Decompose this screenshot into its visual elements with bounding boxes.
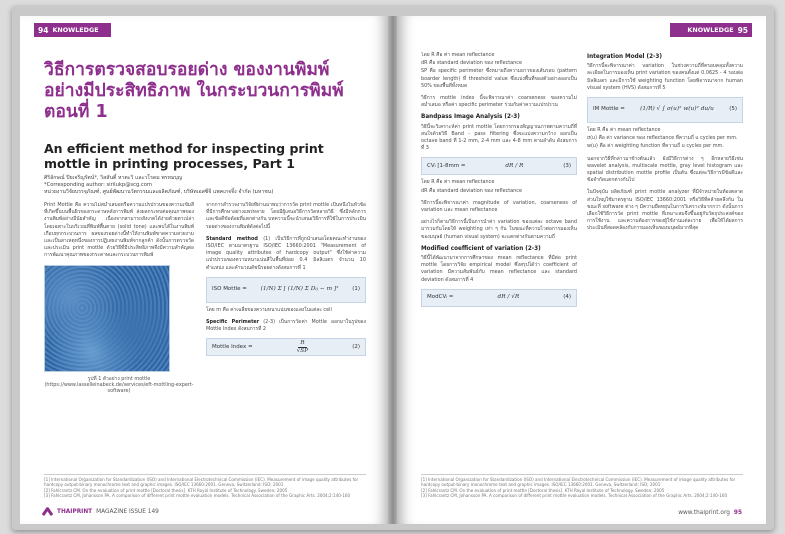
thaiprint-logo-icon — [44, 507, 53, 516]
equation-5 — [587, 97, 743, 123]
eq2-denominator: √SP — [296, 347, 309, 354]
modcv-text: วิธีนี้ได้พัฒนามาจากการศึกษาของ mean reflectance ที่มีต่อ print mottle โดยการวิจัย empirical model ซึ่งสรุปได้ว่า coefficient of variation มีความสัมพันธ์กับ mean reflectance และ standard deviation ดังสมการที่ 4 — [421, 255, 577, 283]
article-title: วิธีการตรวจสอบรอยด่าง ของงานพิมพ์อย่างมีประสิทธิภาพ ในกระบวนการพิมพ์ ตอนที่ 1 — [44, 60, 344, 122]
print-mottle-image — [44, 265, 170, 372]
specific-perimeter-heading: Specific Perimeter — [206, 319, 260, 326]
left-page — [20, 16, 389, 524]
figure-source: (https://www.lasselleinabeck.de/services/eft-mottling-expert-software) — [44, 381, 194, 395]
survey-paragraph: จากการสำรวจงานวิจัยที่ผ่านมาพบว่าการวัด print mottle เป็นหนึ่งในหัวข้อที่มีการศึกษาอย่างแพร่หลาย โดยมีผู้เสนอวิธีการวัดหลายวิธี ซึ่งมีหลักการและข้อดีข้อด้อยที่แตกต่างกัน บทความนี้จะนำเสนอวิธีการที่ใช้ในการประเมินรอยด่างของงานพิมพ์ดังต่อไปนี้ — [206, 202, 366, 230]
standard-method-heading: Standard method — [206, 235, 258, 242]
eq4-number: (4) — [563, 294, 571, 301]
r-where-dr: dR คือ standard deviation ของ reflectance — [421, 60, 522, 67]
right-column-1 — [421, 52, 577, 464]
left-page-header — [34, 23, 111, 37]
author-affiliation: หน่วยงานวิจัยบรรจุภัณฑ์, ศูนย์พัฒนานวัตกรรมและผลิตภัณฑ์, บริษัทเอสซีจี แพคเกจจิ้ง จำกัด (มหาชน) — [44, 189, 274, 195]
r-where-r: โดย R คือ ค่า mean reflectance — [421, 52, 495, 58]
eq3-expression: dR / R — [505, 162, 524, 169]
eq3-label: CVᵢ [1-8mm = — [427, 162, 466, 169]
article-subtitle: An efficient method for inspecting print mottle in printing processes, Part 1 — [44, 141, 324, 171]
left-page-number: 94 — [38, 25, 49, 35]
eq1-number: (1) — [352, 286, 360, 293]
eq1-where-text: โดย m คือ ค่าเฉลี่ยของความหนาแน่นของแสงในแต่ละ cell — [206, 306, 332, 313]
left-column-2 — [206, 202, 366, 464]
footer-url: www.thaiprint.org — [678, 510, 730, 516]
conclusion-text: ในปัจจุบัน ผลิตภัณฑ์ print mottle analyzer ที่มีจำหน่ายในท้องตลาดส่วนใหญ่ใช้มาตรฐาน ISO/IEC 13660:2001 หรือวิธีที่คล้ายคลึงกัน ในขณะที่ software ต่าง ๆ มีความยืดหยุ่นในการวิเคราะห์มากกว่า ดังนั้นการเลือกใช้วิธีการวัด print mottle ที่เหมาะสมจึงขึ้นอยู่กับวัตถุประสงค์ของการใช้งาน และความต้องการของผู้ใช้งานแต่ละราย เพื่อให้ได้ผลการประเมินที่สอดคล้องกับการมองเห็นของมนุษย์มากที่สุด — [587, 189, 743, 232]
right-column-2 — [587, 52, 743, 464]
right-page-footer — [678, 510, 742, 516]
bandpass-text: วิธีนี้จะวิเคราะห์ค่า print mottle โดยการกรองสัญญาณภาพตามความถี่ที่สนใจด้วยวิธี Band - pass filtering ซึ่งจะแบ่งความกว้าง ออกเป็น octave band ที่ 1-2 mm, 2-4 mm และ 4-8 mm ตามลำดับ ดังสมการที่ 3 — [421, 123, 577, 152]
intro-paragraph: Print Mottle คือ ความไม่สม่ำเสมอหรือความแปรปรวนของความเข้มสีที่เกิดขึ้นบนพื้นผิวของกระดาษหลังการพิมพ์ ส่งผลกระทบต่อคุณภาพของงานพิมพ์อย่างมีนัยสำคัญ เนื่องจากสามารถสังเกตได้ง่ายด้วยตาเปล่า โดยเฉพาะในบริเวณที่พิมพ์พื้นตาย (solid tone) และพบได้ในงานพิมพ์เกือบทุกกระบวนการ ผลของรอยด่างนี้ทำให้งานพิมพ์ขาดความสวยงาม และเป็นสาเหตุหนึ่งของการปฏิเสธงานพิมพ์จากลูกค้า ดังนั้นการตรวจวัดและประเมิน print mottle ด้วยวิธีที่มีประสิทธิภาพจึงมีความสำคัญต่อการพัฒนาคุณภาพของกระดาษและกระบวนการพิมพ์ — [44, 202, 194, 259]
right-page-header — [670, 23, 752, 37]
footer-brand: THAIPRINT — [57, 508, 93, 515]
equation-4 — [421, 289, 577, 307]
eq5-where-sigma: σ(u) คือ ค่า variance ของ reflectance ที่ความถี่ u cycles per mm. — [587, 135, 738, 142]
eq2-numerator: R — [298, 340, 306, 348]
eq5-where-w: w(u) คือ ค่า weighting function ที่ความถี่ u cycles per mm. — [587, 143, 724, 150]
right-section-label: KNOWLEDGE — [687, 26, 734, 34]
footer-page-number: 95 — [733, 510, 742, 516]
eq3-where-dr: dR คือ standard deviation ของ reflectance — [421, 187, 522, 194]
other-methods-text: นอกจากวิธีที่กล่าวมาข้างต้นแล้ว ยังมีวิธีการต่าง ๆ อีกหลายวิธีเช่น wavelet analysis, multiscale mottle, gray level histogram และ spatial distribution mottle profile เป็นต้น ซึ่งแต่ละวิธีการมีข้อดีและข้อจำกัดแตกต่างกันไป — [587, 155, 743, 184]
eq4-label: ModCVᵢ = — [427, 294, 454, 301]
equation-1 — [206, 277, 366, 303]
eq2-fraction — [297, 340, 309, 355]
left-section-label: KNOWLEDGE — [52, 26, 99, 34]
right-footnotes: [1] International Organization for Standardization (ISO) and International Electrotechnical Commission (IEC). Measurement of image quality attributes for hardcopy output-binary monochrome text and graphic images. ISO/IEC 13660:2001. Geneva, Switzerland: ISO; 2001 [2] Fahlcrantz CM. On the evaluation of print mottle [Doctoral thesis]. KTH Royal Institute of Technology. Sweden; 2005 [3] Fahlcrantz CM, Johansson PA. A comparison of different print mottle evaluation models. Technical Association of the Graphic Arts. 2004;2:140-160 — [421, 474, 743, 500]
eq5-expression: (1/R) √ ∫ σ(u)² w(u)² du/u — [640, 106, 714, 113]
equation-3 — [421, 157, 577, 175]
magazine-spread — [12, 6, 774, 530]
r-where-sp: SP คือ specific perimeter ซึ่งหมายถึงความยาวของเส้นรอบ (pattern boarder length) ที่ threshold value ซึ่งแบ่งพื้นที่ของตัวอย่างออกเป็น 50% ของพื้นที่ทั้งหมด — [421, 68, 577, 89]
left-footnotes: [1] International Organization for Standardization (ISO) and International Electrotechnical Commission (IEC). Measurement of image quality attributes for hardcopy output-binary monochrome text and graphic images. ISO/IEC 13660:2001. Geneva, Switzerland: ISO; 2001 [2] Fahlcrantz CM. On the evaluation of print mottle [Doctoral thesis]. KTH Royal Institute of Technology. Sweden; 2005 [3] Fahlcrantz CM, Johansson PA. A comparison of different print mottle evaluation models. Technical Association of the Graphic Arts. 2004;2:140-160 — [44, 474, 366, 500]
figure-caption: รูปที่ 1 ตัวอย่าง print mottle — [87, 375, 151, 382]
left-column-1 — [44, 202, 194, 454]
eq5-label: IM Mottle = — [593, 106, 625, 113]
equation-2 — [206, 338, 366, 356]
specific-perimeter-text: (2-3) เป็นการวัดค่า Mottle ออกมาในรูปของ Mottle Index ดังสมการที่ 2 — [206, 319, 366, 333]
eq5-number: (5) — [729, 106, 737, 113]
standard-method-paragraph — [206, 236, 366, 272]
eq1-expression: (1/N) Σ [ (1/N) Σ Dᵢⱼ − m ]² — [260, 286, 339, 293]
bandpass-note: วิธีการนี้จะพิจารณาค่า magnitude of variation, coarseness of variation และ mean reflectance — [421, 199, 577, 214]
eq3-number: (3) — [563, 162, 571, 169]
bandpass-limitation: อย่างไรก็ตามวิธีการนี้เป็นการนำค่า variation ของแต่ละ octave band มารวมกันโดยให้ weighting เท่า ๆ กัน ในขณะที่ความไวต่อการมองเห็นของมนุษย์ (human visual system) จะแตกต่างกันตามความถี่ — [421, 219, 577, 240]
left-page-footer — [44, 507, 159, 516]
integration-model-heading: Integration Model (2-3) — [587, 54, 662, 60]
right-page — [397, 16, 766, 524]
integration-model-text: วิธีการนี้จะพิจารณาค่า variation ในช่วงความถี่ที่ครอบคลุมทั้งความละเอียดในการมองเห็น print variation ของคนตั้งแต่ 0.0625 - 4 รอบต่อมิลลิเมตร และมีการใช้ weighting function โดยพิจารณาจาก human visual system (HVS) ดังสมการที่ 5 — [587, 63, 743, 91]
bandpass-heading: Bandpass Image Analysis (2-3) — [421, 114, 520, 121]
eq1-label: ISO Mottle = — [212, 286, 247, 293]
standard-method-text: (1) เป็นวิธีการที่ถูกนำเสนอโดยคณะทำงานของ ISO/IEC ตามมาตรฐาน ISO/IEC 13660:2001 "Measurement of image quality attributes of hardcopy output" ซึ่งใช้ค่าความแปรปรวนของความหนาแน่นสีในพื้นที่ย่อย 0.4 มิลลิเมตร จำนวน 10 ตำแหน่ง และคำนวณดัชนีรอยด่างดังสมการที่ 1 — [206, 235, 366, 271]
specific-perimeter-paragraph — [206, 319, 366, 333]
eq5-where-r: โดย R คือ ค่า mean reflectance — [587, 127, 661, 134]
eq3-where-r: โดย R คือ ค่า mean reflectance — [421, 179, 495, 186]
author-block — [44, 175, 364, 196]
eq2-label: Mottle Index = — [212, 343, 253, 350]
eq4-expression: dR / √R — [497, 294, 520, 301]
mottle-index-note: วิธีการ mottle index นี้จะพิจารณาค่า coarseness ของความไม่สม่ำเสมอ หรือค่า specific perimeter ร่วมกับค่าความแปรปรวน — [421, 95, 577, 109]
author-names: ศิริลักษณ์ ปิยเจริญรัตน์*, วิสสันติ์ หาตะวิ และวโรดม พรหมบุญ — [44, 175, 183, 181]
modcv-heading: Modified coefficient of variation (2-3) — [421, 245, 541, 252]
corresponding-author: *Corresponding author: sirilukp@scg.com — [44, 182, 152, 188]
eq2-number: (2) — [352, 343, 360, 350]
footer-issue: MAGAZINE ISSUE 149 — [96, 508, 159, 515]
right-page-number: 95 — [737, 25, 748, 35]
